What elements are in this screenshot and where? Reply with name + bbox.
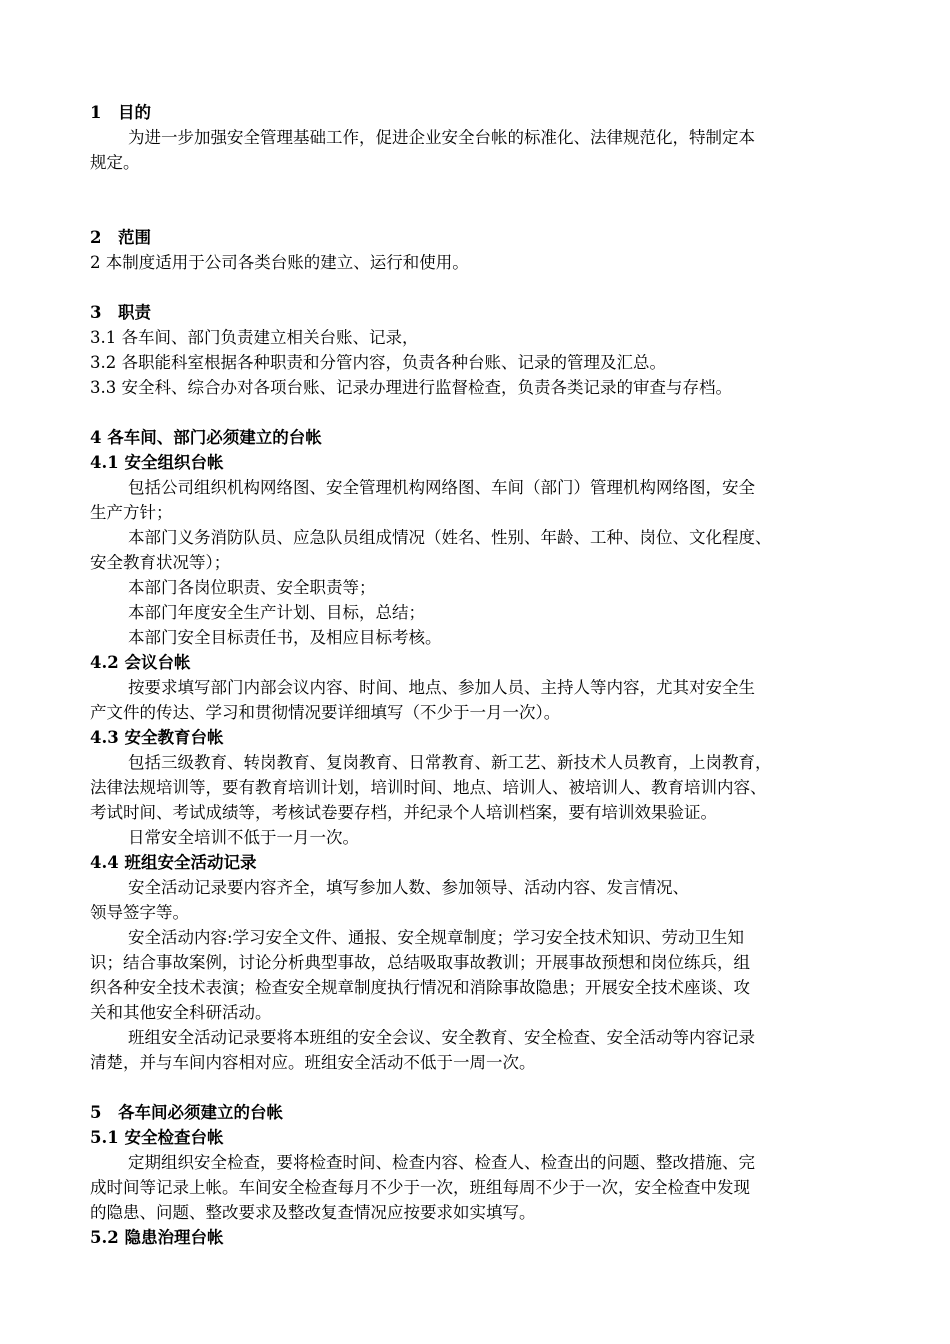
- document-page: [90, 100, 875, 1250]
- subsection-4-4-para-b-line-3: 织各种安全技术表演；检查安全规章制度执行情况和消除事故隐患；开展安全技术座谈、攻: [90, 978, 750, 997]
- section-2-title: 范围: [118, 228, 151, 247]
- section-1-heading: [90, 100, 875, 125]
- section-3-title: 职责: [118, 303, 151, 322]
- section-1-para-line-2: 规定。: [90, 153, 140, 172]
- section-5-heading: [90, 1100, 875, 1125]
- subsection-4-1-para-c: 本部门各岗位职责、安全职责等；: [128, 578, 376, 597]
- subsection-5-2-heading: 5.2 隐患治理台帐: [90, 1228, 224, 1247]
- subsection-4-4-para-c-line-1: 班组安全活动记录要将本班组的安全会议、安全教育、安全检查、安全活动等内容记录: [128, 1028, 755, 1047]
- subsection-4-3-heading: 4.3 安全教育台帐: [90, 728, 224, 747]
- section-3-item-1: 3.1 各车间、部门负责建立相关台账、记录，: [90, 328, 419, 347]
- subsection-4-1-para-a-line-1: 包括公司组织机构网络图、安全管理机构网络图、车间（部门）管理机构网络图，安全: [128, 478, 755, 497]
- subsection-5-1-para-line-3: 的隐患、问题、整改要求及整改复查情况应按要求如实填写。: [90, 1203, 536, 1222]
- section-5-title: 各车间必须建立的台帐: [118, 1103, 283, 1122]
- section-3-item-3: 3.3 安全科、综合办对各项台账、记录办理进行监督检查，负责各类记录的审查与存档。: [90, 378, 732, 397]
- subsection-4-2-heading: 4.2 会议台帐: [90, 653, 191, 672]
- subsection-4-3-para-a-line-3: 考试时间、考试成绩等，考核试卷要存档，并纪录个人培训档案，要有培训效果验证。: [90, 803, 717, 822]
- subsection-4-1-para-b-line-1: 本部门义务消防队员、应急队员组成情况（姓名、性别、年龄、工种、岗位、文化程度、: [128, 528, 772, 547]
- subsection-4-1-para-b-line-2: 安全教育状况等）；: [90, 553, 231, 572]
- subsection-4-1-para-e: 本部门安全目标责任书，及相应目标考核。: [128, 628, 442, 647]
- subsection-4-4-para-b-line-2: 识；结合事故案例，讨论分析典型事故，总结吸取事故教训；开展事故预想和岗位练兵，组: [90, 953, 750, 972]
- subsection-4-3-para-b: 日常安全培训不低于一月一次。: [128, 828, 359, 847]
- subsection-5-1-heading: 5.1 安全检查台帐: [90, 1128, 224, 1147]
- section-2-heading: [90, 225, 875, 250]
- subsection-4-4-para-a-line-1: 安全活动记录要内容齐全，填写参加人数、参加领导、活动内容、发言情况、: [128, 878, 689, 897]
- subsection-4-1-para-a-line-2: 生产方针；: [90, 503, 173, 522]
- section-3-item-2: 3.2 各职能科室根据各种职责和分管内容，负责各种台账、记录的管理及汇总。: [90, 353, 666, 372]
- subsection-4-2-para-line-2: 产文件的传达、学习和贯彻情况要详细填写（不少于一月一次）。: [90, 703, 561, 722]
- subsection-4-4-heading: 4.4 班组安全活动记录: [90, 853, 257, 872]
- subsection-4-3-para-a-line-1: 包括三级教育、转岗教育、复岗教育、日常教育、新工艺、新技术人员教育，上岗教育，: [128, 753, 772, 772]
- subsection-4-4-para-c-line-2: 清楚，并与车间内容相对应。班组安全活动不低于一周一次。: [90, 1053, 536, 1072]
- section-1-number: 1: [90, 103, 102, 122]
- section-3-heading: [90, 300, 875, 325]
- subsection-5-1-para-line-1: 定期组织安全检查，要将检查时间、检查内容、检查人、检查出的问题、整改措施、完: [128, 1153, 755, 1172]
- subsection-4-3-para-a-line-2: 法律法规培训等，要有教育培训计划，培训时间、地点、培训人、被培训人、教育培训内容、: [90, 778, 767, 797]
- section-2-number: 2: [90, 228, 102, 247]
- subsection-4-1-heading: 4.1 安全组织台帐: [90, 453, 224, 472]
- section-5-number: 5: [90, 1103, 102, 1122]
- subsection-4-4-para-b-line-1: 安全活动内容:学习安全文件、通报、安全规章制度；学习安全技术知识、劳动卫生知: [128, 928, 745, 947]
- section-1-title: 目的: [118, 103, 151, 122]
- section-4-heading: 4 各车间、部门必须建立的台帐: [90, 428, 322, 447]
- section-1-para-line-1: 为进一步加强安全管理基础工作，促进企业安全台帐的标准化、法律规范化，特制定本: [128, 128, 755, 147]
- section-2-para: 2 本制度适用于公司各类台账的建立、运行和使用。: [90, 253, 469, 272]
- subsection-5-1-para-line-2: 成时间等记录上帐。车间安全检查每月不少于一次，班组每周不少于一次，安全检查中发现: [90, 1178, 750, 1197]
- subsection-4-2-para-line-1: 按要求填写部门内部会议内容、时间、地点、参加人员、主持人等内容，尤其对安全生: [128, 678, 755, 697]
- subsection-4-4-para-a-line-2: 领导签字等。: [90, 903, 189, 922]
- subsection-4-1-para-d: 本部门年度安全生产计划、目标，总结；: [128, 603, 425, 622]
- subsection-4-4-para-b-line-4: 关和其他安全科研活动。: [90, 1003, 272, 1022]
- section-3-number: 3: [90, 303, 102, 322]
